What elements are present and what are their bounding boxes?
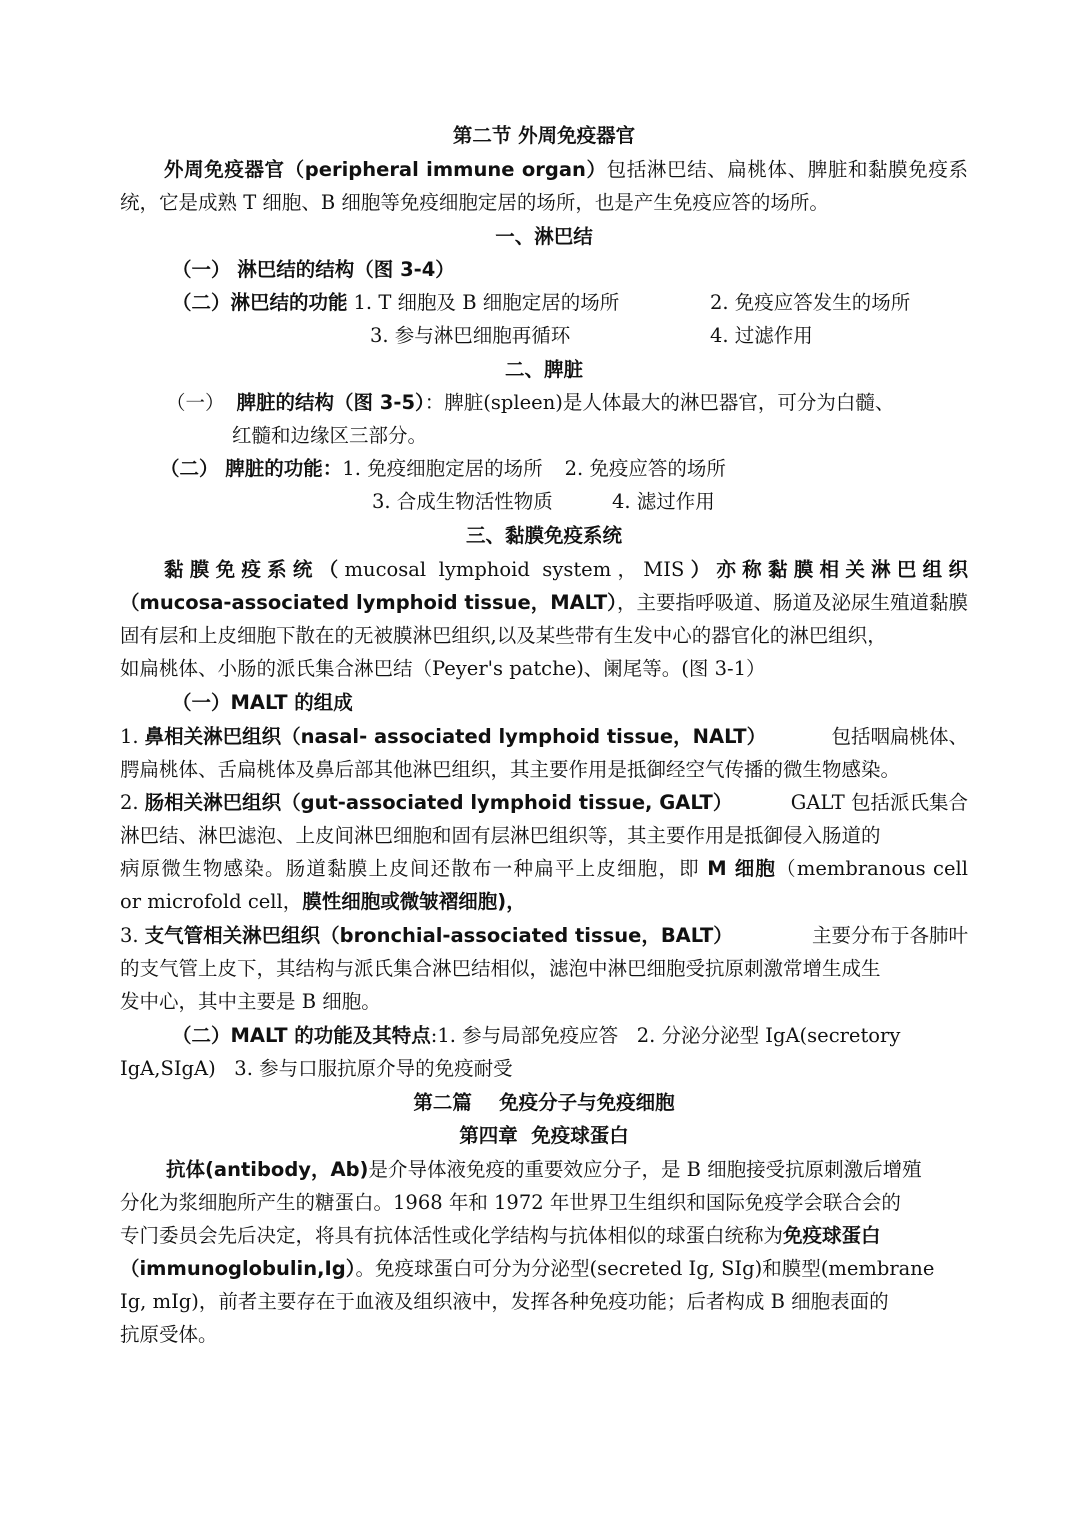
balt-line-3: 发中心，其中主要是 B 细胞。	[120, 990, 381, 1013]
lymph-function-1: 1. T 细胞及 B 细胞定居的场所	[353, 291, 620, 314]
intro-text: 包括淋巴结、扁桃体、脾脏和黏膜免疫系	[606, 158, 968, 181]
spleen-structure-num: （一）	[166, 391, 225, 414]
balt-num: 3.	[120, 924, 139, 947]
antibody-line-2: 分化为浆细胞所产生的糖蛋白。1968 年和 1972 年世界卫生组织和国际免疫学会联合会的	[120, 1191, 901, 1214]
spleen-structure-line-2: 红髓和边缘区三部分。	[232, 424, 428, 447]
spleen-function-4: 4. 滤过作用	[612, 490, 715, 513]
lymph-structure: （一） 淋巴结的结构（图 3-4）	[172, 258, 455, 281]
balt-line-2: 的支气管上皮下，其结构与派氏集合淋巴结相似，滤泡中淋巴细胞受抗原刺激常增生成生	[120, 957, 881, 980]
spleen-function-1: 1. 免疫细胞定居的场所	[342, 457, 543, 480]
mucosa-term-c: ）亦称黏膜相关淋巴组织	[684, 558, 968, 581]
spleen-heading: 二、脾脏	[504, 358, 583, 381]
lymph-function-3: 3. 参与淋巴细胞再循环	[370, 324, 571, 347]
part-title: 第二篇 免疫分子与免疫细胞	[413, 1091, 675, 1114]
galt-text-4a: or microfold cell，	[120, 890, 303, 913]
galt-text-3c: （membranous cell	[776, 857, 968, 880]
immunoglobulin-term: 免疫球蛋白	[783, 1224, 881, 1247]
antibody-term: 抗体(antibody，Ab)	[166, 1158, 369, 1181]
mucosa-heading: 三、黏膜免疫系统	[465, 524, 622, 547]
antibody-text-4: 。免疫球蛋白可分为分泌型(secreted Ig, SIg)和膜型(membrane	[355, 1257, 935, 1280]
lymph-function-4: 4. 过滤作用	[710, 324, 813, 347]
mucosa-term-a: 黏膜免疫系统（	[164, 558, 345, 581]
malt-function-line-1	[172, 1021, 968, 1051]
antibody-line-3	[120, 1221, 968, 1251]
galt-num: 2.	[120, 791, 139, 814]
lymph-heading: 一、淋巴结	[495, 225, 593, 248]
chapter-title: 第四章 免疫球蛋白	[459, 1124, 629, 1147]
mucosa-term-b: mucosal lymphoid system，MIS	[344, 558, 685, 581]
spleen-function-line-2	[372, 487, 968, 517]
galt-text-3a: 病原微生物感染。肠道黏膜上皮间还散布一种扁平上皮细胞，即	[120, 857, 708, 880]
antibody-line-5: Ig, mIg)，前者主要存在于血液及组织液中，发挥各种免疫功能；后者构成 B 细胞表面的	[120, 1290, 889, 1313]
m-cell-term: M 细胞	[707, 857, 777, 880]
nalt-text: 包括咽扁桃体、	[831, 725, 968, 748]
spleen-structure-label: 脾脏的结构（图 3-5）	[236, 391, 425, 414]
antibody-text-3: 专门委员会先后决定，将具有抗体活性或化学结构与抗体相似的球蛋白统称为	[120, 1224, 784, 1247]
intro-line-1	[164, 155, 968, 185]
malt-function-text: :1. 参与局部免疫应答 2. 分泌分泌型 IgA(secretory	[430, 1024, 901, 1047]
spleen-structure-text: ：脾脏(spleen)是人体最大的淋巴器官，可分为白髓、	[424, 391, 895, 414]
malt-function-line-2: IgA,SIgA) 3. 参与口服抗原介导的免疫耐受	[120, 1057, 513, 1080]
malt-term: （mucosa-associated lymphoid tissue，MALT）	[120, 591, 617, 614]
mucosa-para-line-2	[120, 588, 968, 618]
balt-line-1	[120, 921, 968, 951]
intro-term: 外周免疫器官（peripheral immune organ）	[164, 158, 607, 181]
antibody-line-6: 抗原受体。	[120, 1323, 218, 1346]
spleen-function-3: 3. 合成生物活性物质	[372, 490, 553, 513]
galt-line-2: 淋巴结、淋巴滤泡、上皮间淋巴细胞和固有层淋巴组织等，其主要作用是抵御侵入肠道的	[120, 824, 881, 847]
section-title: 第二节 外周免疫器官	[452, 124, 636, 147]
mucosa-para-line-4: 如扁桃体、小肠的派氏集合淋巴结（Peyer's patche)、阑尾等。(图 3-1）	[120, 657, 766, 680]
galt-line-1	[120, 788, 968, 818]
intro-line-2: 统，它是成熟 T 细胞、B 细胞等免疫细胞定居的场所，也是产生免疫应答的场所。	[120, 191, 829, 214]
mucosa-para-line-3: 固有层和上皮细胞下散在的无被膜淋巴组织,以及某些带有生发中心的器官化的淋巴组织，	[120, 624, 887, 647]
antibody-line-4	[120, 1254, 968, 1284]
spleen-function-2: 2. 免疫应答的场所	[564, 457, 726, 480]
galt-text: GALT 包括派氏集合	[790, 791, 968, 814]
spleen-structure-line-1	[166, 388, 968, 418]
antibody-text-1: 是介导体液免疫的重要效应分子，是 B 细胞接受抗原刺激后增殖	[368, 1158, 922, 1181]
galt-term: 肠相关淋巴组织（gut-associated lymphoid tissue, GALT）	[144, 791, 733, 814]
ig-term: （immunoglobulin,Ig）	[120, 1257, 356, 1280]
galt-line-4	[120, 887, 968, 917]
balt-term: 支气管相关淋巴组织（bronchial-associated tissue，BALT）	[144, 924, 733, 947]
galt-line-3	[120, 854, 968, 884]
nalt-line-2: 腭扁桃体、舌扁桃体及鼻后部其他淋巴组织，其主要作用是抵御经空气传播的微生物感染。	[120, 758, 901, 781]
malt-function-label: （二）MALT 的功能及其特点	[172, 1024, 431, 1047]
lymph-function-line-2	[370, 321, 968, 351]
nalt-num: 1.	[120, 725, 139, 748]
antibody-line-1	[166, 1155, 968, 1185]
mucosa-para-line-1	[164, 555, 968, 585]
lymph-function-label: （二）淋巴结的功能	[172, 291, 348, 314]
malt-composition-heading: （一）MALT 的组成	[172, 691, 353, 714]
balt-text: 主要分布于各肺叶	[811, 924, 968, 947]
lymph-function-line-1	[172, 288, 968, 318]
mucosa-para-text: ，主要指呼吸道、肠道及泌尿生殖道黏膜	[616, 591, 968, 614]
lymph-function-2: 2. 免疫应答发生的场所	[710, 291, 911, 314]
nalt-line-1	[120, 722, 968, 752]
nalt-term: 鼻相关淋巴组织（nasal- associated lymphoid tissue，NALT）	[144, 725, 767, 748]
spleen-function-label: （二） 脾脏的功能：	[160, 457, 343, 480]
spleen-function-line-1	[160, 454, 968, 484]
galt-text-4b: 膜性细胞或微皱褶细胞)，	[302, 890, 526, 913]
